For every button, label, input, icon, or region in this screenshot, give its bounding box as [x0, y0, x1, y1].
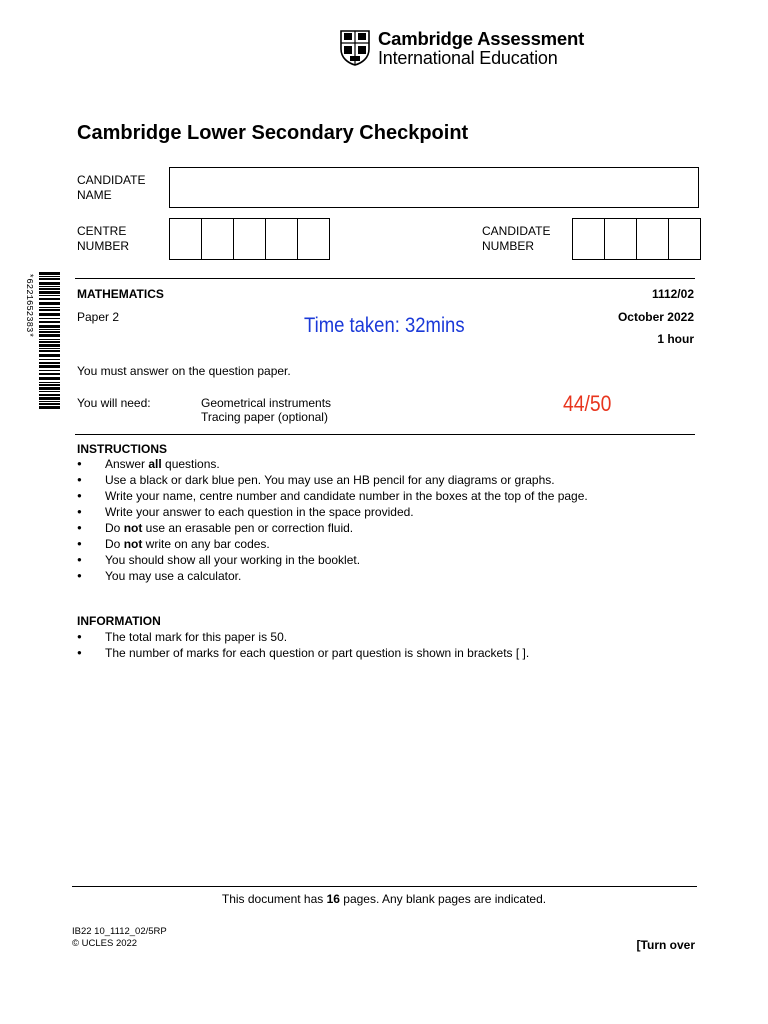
- barcode-text: *6221652383*: [24, 273, 34, 338]
- centre-number-label: CENTRE NUMBER: [77, 224, 130, 253]
- barcode-bar: [39, 406, 60, 409]
- list-item: ● Do not use an erasable pen or correction fluid.: [77, 520, 588, 536]
- list-item: ● Use a black or dark blue pen. You may use an HB pencil for any diagrams or graphs.: [77, 472, 588, 488]
- turn-over-note: [Turn over: [636, 938, 695, 952]
- barcode-bar: [39, 401, 60, 402]
- barcode-bar: [39, 329, 60, 330]
- list-item: ● Do not write on any bar codes.: [77, 536, 588, 552]
- barcode-bar: [39, 391, 60, 392]
- barcode-bar: [39, 331, 60, 333]
- document-reference: IB22 10_1112_02/5RP © UCLES 2022: [72, 926, 167, 949]
- barcode-bar: [39, 276, 60, 277]
- needed-item: Geometrical instruments: [201, 396, 332, 410]
- barcode-bar: [39, 387, 60, 390]
- exam-date: October 2022: [617, 310, 694, 324]
- information-heading: INFORMATION: [77, 614, 161, 628]
- needed-item: Tracing paper (optional): [201, 410, 328, 424]
- barcode-bar: [39, 282, 60, 285]
- duration: 1 hour: [657, 332, 694, 346]
- barcode-bar: [39, 298, 60, 300]
- barcode: [22, 270, 62, 410]
- barcode-bar: [39, 394, 60, 396]
- page-count-note: This document has 16 pages. Any blank pages are indicated.: [221, 892, 547, 906]
- divider: [72, 886, 697, 887]
- barcode-bars: [22, 270, 62, 410]
- you-will-need-list: [201, 396, 331, 424]
- score-annotation: 44/50: [563, 391, 612, 416]
- logo-line-1: Cambridge Assessment: [378, 28, 585, 49]
- barcode-bar: [39, 288, 60, 290]
- list-item: ● You may use a calculator.: [77, 568, 588, 584]
- barcode-bar: [39, 373, 60, 375]
- instructions-list: [77, 456, 588, 584]
- centre-number-cell[interactable]: [170, 219, 202, 259]
- information-list: [77, 629, 529, 661]
- barcode-bar: [39, 334, 60, 337]
- barcode-bar: [39, 370, 60, 371]
- barcode-bar: [39, 313, 60, 316]
- you-will-need-label: You will need:: [77, 396, 151, 410]
- list-item: ● You should show all your working in the booklet.: [77, 552, 588, 568]
- barcode-bar: [39, 354, 60, 357]
- barcode-bar: [39, 348, 60, 349]
- barcode-bar: [39, 339, 60, 340]
- barcode-bar: [39, 362, 60, 364]
- barcode-bar: [39, 302, 60, 305]
- barcode-bar: [39, 307, 60, 308]
- paper-number: Paper 2: [77, 310, 120, 324]
- barcode-bar: [39, 291, 60, 294]
- centre-number-cell[interactable]: [234, 219, 266, 259]
- barcode-bar: [39, 377, 60, 380]
- barcode-bar: [39, 359, 60, 360]
- candidate-number-label: CANDIDATE NUMBER: [482, 224, 551, 253]
- paper-code: 1112/02: [651, 287, 694, 301]
- list-item: ● Write your answer to each question in the space provided.: [77, 504, 588, 520]
- list-item: ● The number of marks for each question or part question is shown in brackets [ ].: [77, 645, 529, 661]
- barcode-bar: [39, 295, 60, 296]
- answer-note: You must answer on the question paper.: [77, 364, 291, 378]
- logo-line-2: International Education: [378, 48, 558, 68]
- candidate-name-label: CANDIDATE NAME: [77, 173, 146, 202]
- barcode-bar: [39, 272, 60, 275]
- candidate-number-cell[interactable]: [669, 219, 701, 259]
- barcode-bar: [39, 397, 60, 400]
- barcode-bar: [39, 384, 60, 386]
- barcode-bar: [39, 309, 60, 311]
- list-item: ● Answer all questions.: [77, 456, 588, 472]
- instructions-heading: INSTRUCTIONS: [77, 442, 167, 456]
- barcode-bar: [39, 344, 60, 347]
- centre-number-cell[interactable]: [266, 219, 298, 259]
- candidate-number-field[interactable]: [572, 218, 701, 260]
- divider: [75, 278, 695, 279]
- barcode-bar: [39, 321, 60, 323]
- time-taken-annotation: Time taken: 32mins: [304, 314, 465, 337]
- candidate-name-field[interactable]: [169, 167, 699, 208]
- list-item: ● Write your name, centre number and candidate number in the boxes at the top of the page.: [77, 488, 588, 504]
- centre-number-cell[interactable]: [298, 219, 330, 259]
- list-item: ● The total mark for this paper is 50.: [77, 629, 529, 645]
- barcode-bar: [39, 318, 60, 319]
- barcode-bar: [39, 286, 60, 287]
- barcode-bar: [39, 325, 60, 328]
- subject: MATHEMATICS: [77, 287, 164, 301]
- centre-number-cell[interactable]: [202, 219, 234, 259]
- candidate-number-cell[interactable]: [605, 219, 637, 259]
- barcode-bar: [39, 278, 60, 280]
- cambridge-shield-icon: [340, 30, 370, 66]
- barcode-bar: [39, 341, 60, 343]
- divider: [75, 434, 695, 435]
- centre-number-field[interactable]: [169, 218, 330, 260]
- barcode-bar: [39, 350, 60, 352]
- barcode-bar: [39, 403, 60, 405]
- barcode-bar: [39, 382, 60, 383]
- candidate-number-cell[interactable]: [573, 219, 605, 259]
- barcode-bar: [39, 365, 60, 368]
- candidate-number-cell[interactable]: [637, 219, 669, 259]
- cambridge-logo: [340, 28, 585, 70]
- page-title: Cambridge Lower Secondary Checkpoint: [77, 122, 469, 144]
